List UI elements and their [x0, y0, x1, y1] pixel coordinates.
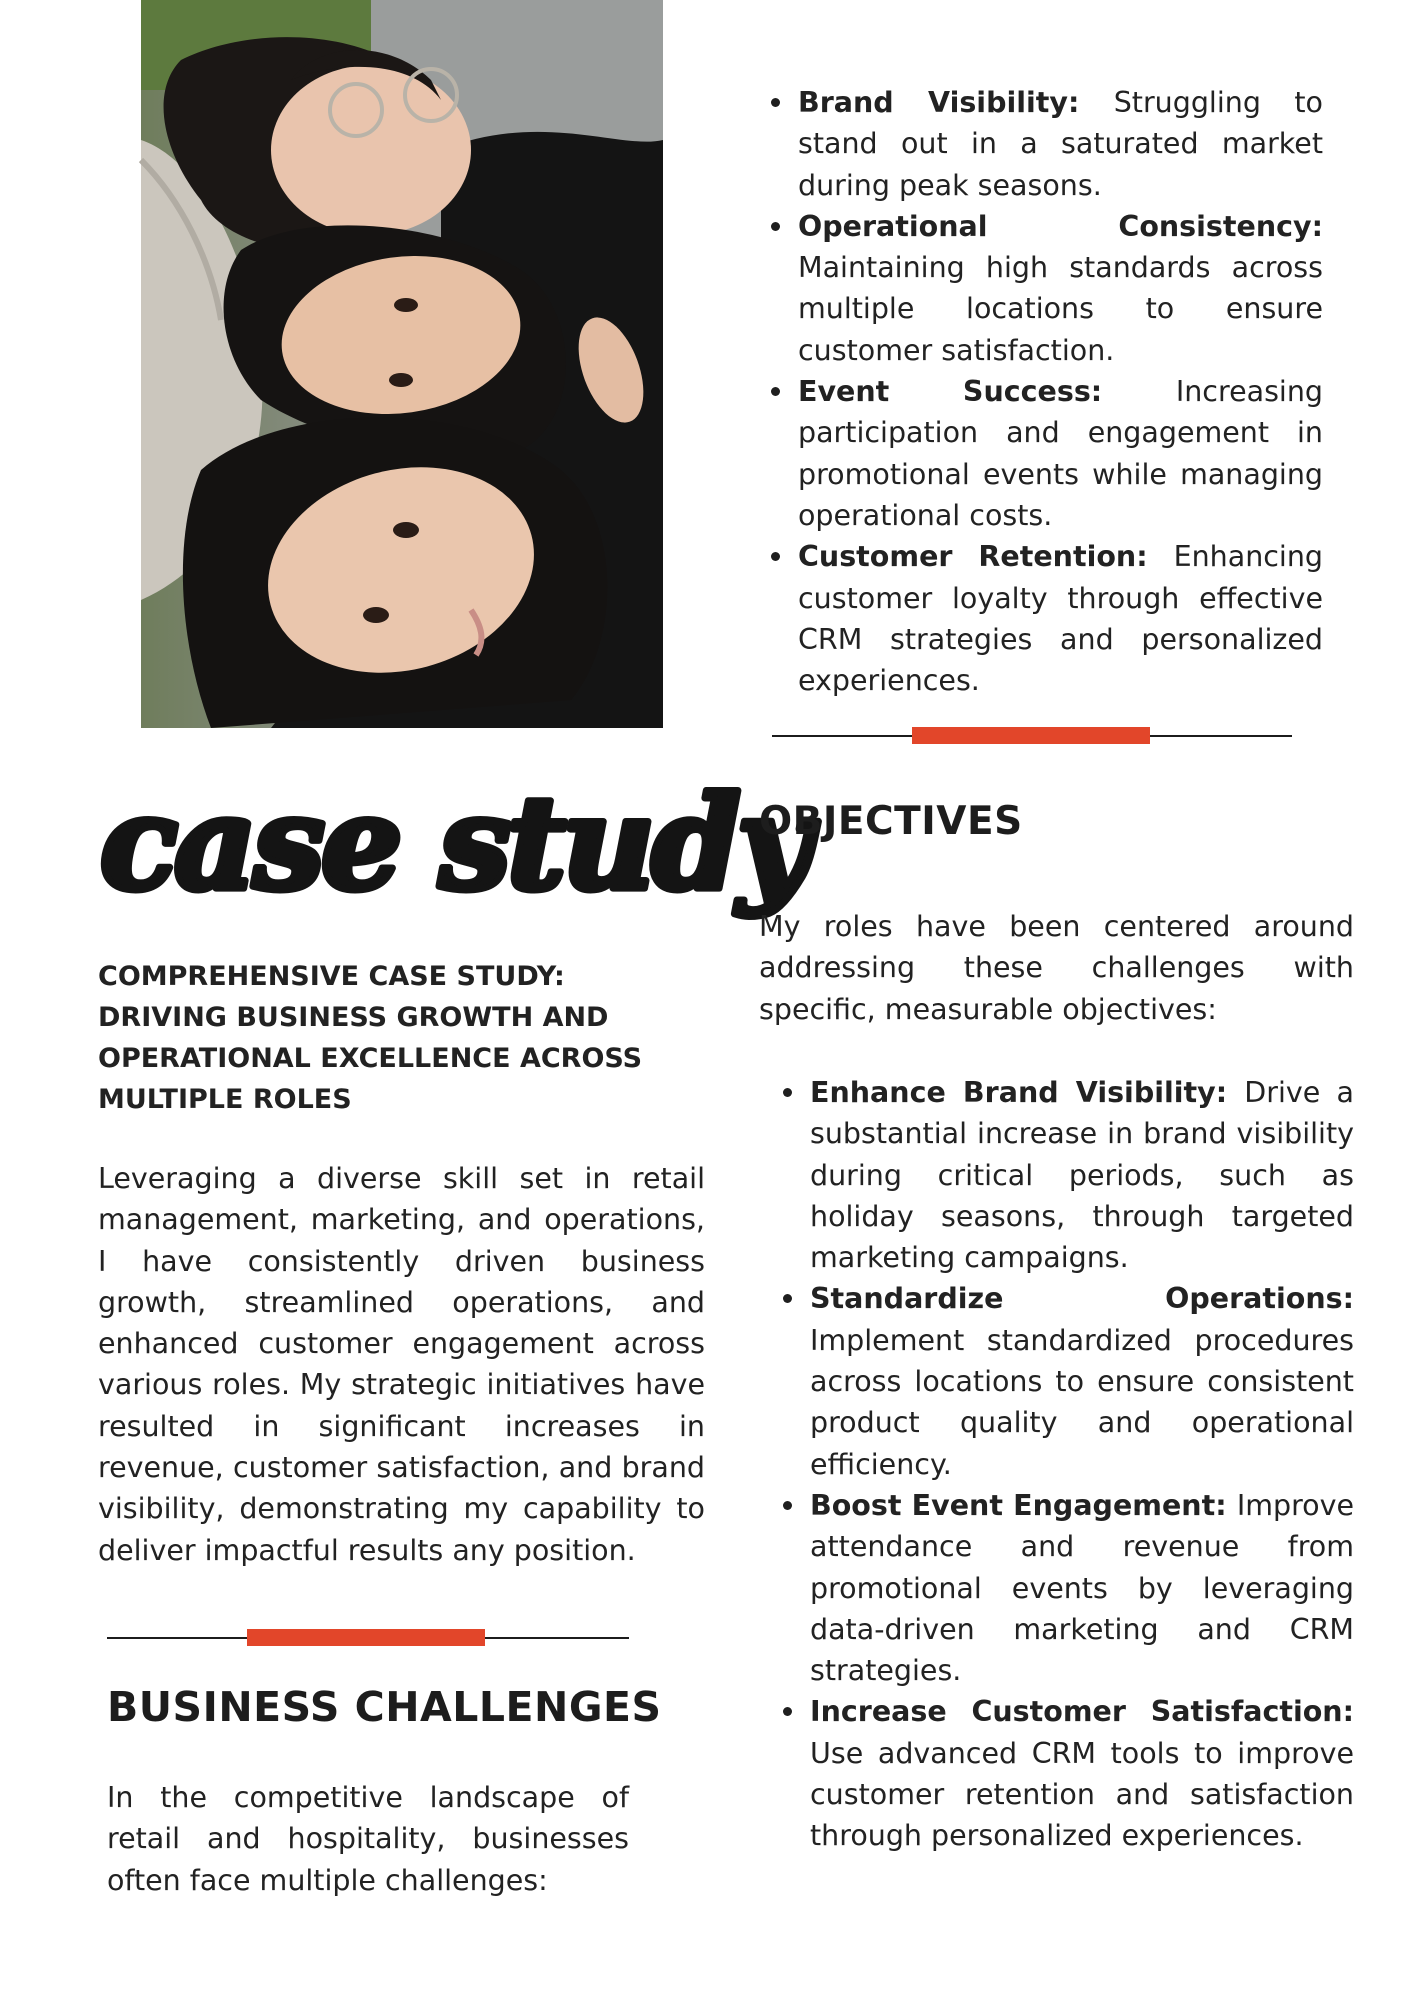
intro-paragraph: Leveraging a diverse skill set in retail management, marketing, and operations, I have consistently driven business growth, streamlined operations, and enhanced customer engagement across various roles. My strategic initiatives have resulted in significant increases in revenue, customer satisfaction, and brand visibility, demonstrating my capability to deliver impactful results any position. — [98, 1162, 705, 1567]
list-item-label: Event Success: — [798, 375, 1176, 409]
list-item-label: Operational Consistency: — [798, 209, 1323, 243]
divider-accent — [912, 727, 1150, 744]
svg-text:case study: case study — [100, 769, 808, 919]
bullet-icon — [783, 1294, 792, 1303]
bullet-icon — [771, 98, 780, 107]
script-title — [96, 769, 808, 945]
list-item — [810, 1691, 1354, 1856]
list-item-text: Maintaining high standards across multiple locations to ensure customer satisfaction. — [798, 251, 1323, 367]
list-item-text: Enhancing customer loyalty through effective CRM strategies and personalized experiences. — [798, 540, 1323, 698]
list-item-label: Brand Visibility: — [798, 86, 1114, 119]
bullet-icon — [771, 552, 780, 561]
list-item — [810, 1072, 1354, 1278]
list-item-label: Enhance Brand Visibility: — [810, 1076, 1245, 1109]
list-item-text: Use advanced CRM tools to improve customer retention and satisfaction through personalized experiences. — [810, 1736, 1354, 1853]
section-divider — [107, 1637, 629, 1639]
bullet-icon — [771, 222, 780, 231]
list-item — [810, 1278, 1354, 1484]
list-item-label: Standardize Operations: — [810, 1282, 1354, 1316]
list-item-text: Drive a substantial increase in brand visibility during critical periods, such as holiday seasons, through targeted marketing campaigns. — [810, 1076, 1355, 1275]
bullet-icon — [783, 1088, 792, 1097]
objectives-list — [810, 1072, 1354, 1857]
bullet-icon — [783, 1501, 792, 1510]
page-subtitle: COMPREHENSIVE CASE STUDY: DRIVING BUSINESS GROWTH AND OPERATIONAL EXCELLENCE ACROSS MULTIPLE ROLES — [98, 961, 643, 1115]
challenges-list — [798, 82, 1323, 701]
list-item-label: Increase Customer Satisfaction: — [810, 1695, 1354, 1729]
challenges-intro: In the competitive landscape of retail and hospitality, businesses often face multiple challenges: — [107, 1781, 629, 1897]
list-item — [798, 536, 1323, 701]
list-item — [798, 82, 1323, 206]
hero-photo — [141, 0, 663, 728]
list-item — [798, 206, 1323, 371]
objectives-heading: OBJECTIVES — [759, 799, 1023, 844]
list-item-text: Implement standardized procedures across locations to ensure consistent product quality and operational efficiency. — [810, 1323, 1354, 1481]
list-item-label: Customer Retention: — [798, 540, 1174, 574]
list-item-text: Increasing participation and engagement in promotional events while managing operational costs. — [798, 375, 1323, 532]
divider-accent — [247, 1629, 485, 1646]
list-item-label: Boost Event Engagement: — [810, 1488, 1237, 1522]
bullet-icon — [783, 1707, 792, 1716]
objectives-intro: My roles have been centered around addressing these challenges with specific, measurable objectives: — [759, 910, 1354, 1026]
list-item — [810, 1485, 1354, 1691]
list-item-text: Improve attendance and revenue from promotional events by leveraging data-driven marketing and CRM strategies. — [810, 1488, 1354, 1688]
bullet-icon — [771, 387, 780, 396]
list-item-text: Struggling to stand out in a saturated market during peak seasons. — [798, 86, 1323, 202]
section-divider — [772, 735, 1292, 737]
challenges-heading: BUSINESS CHALLENGES — [107, 1683, 662, 1731]
list-item — [798, 371, 1323, 536]
